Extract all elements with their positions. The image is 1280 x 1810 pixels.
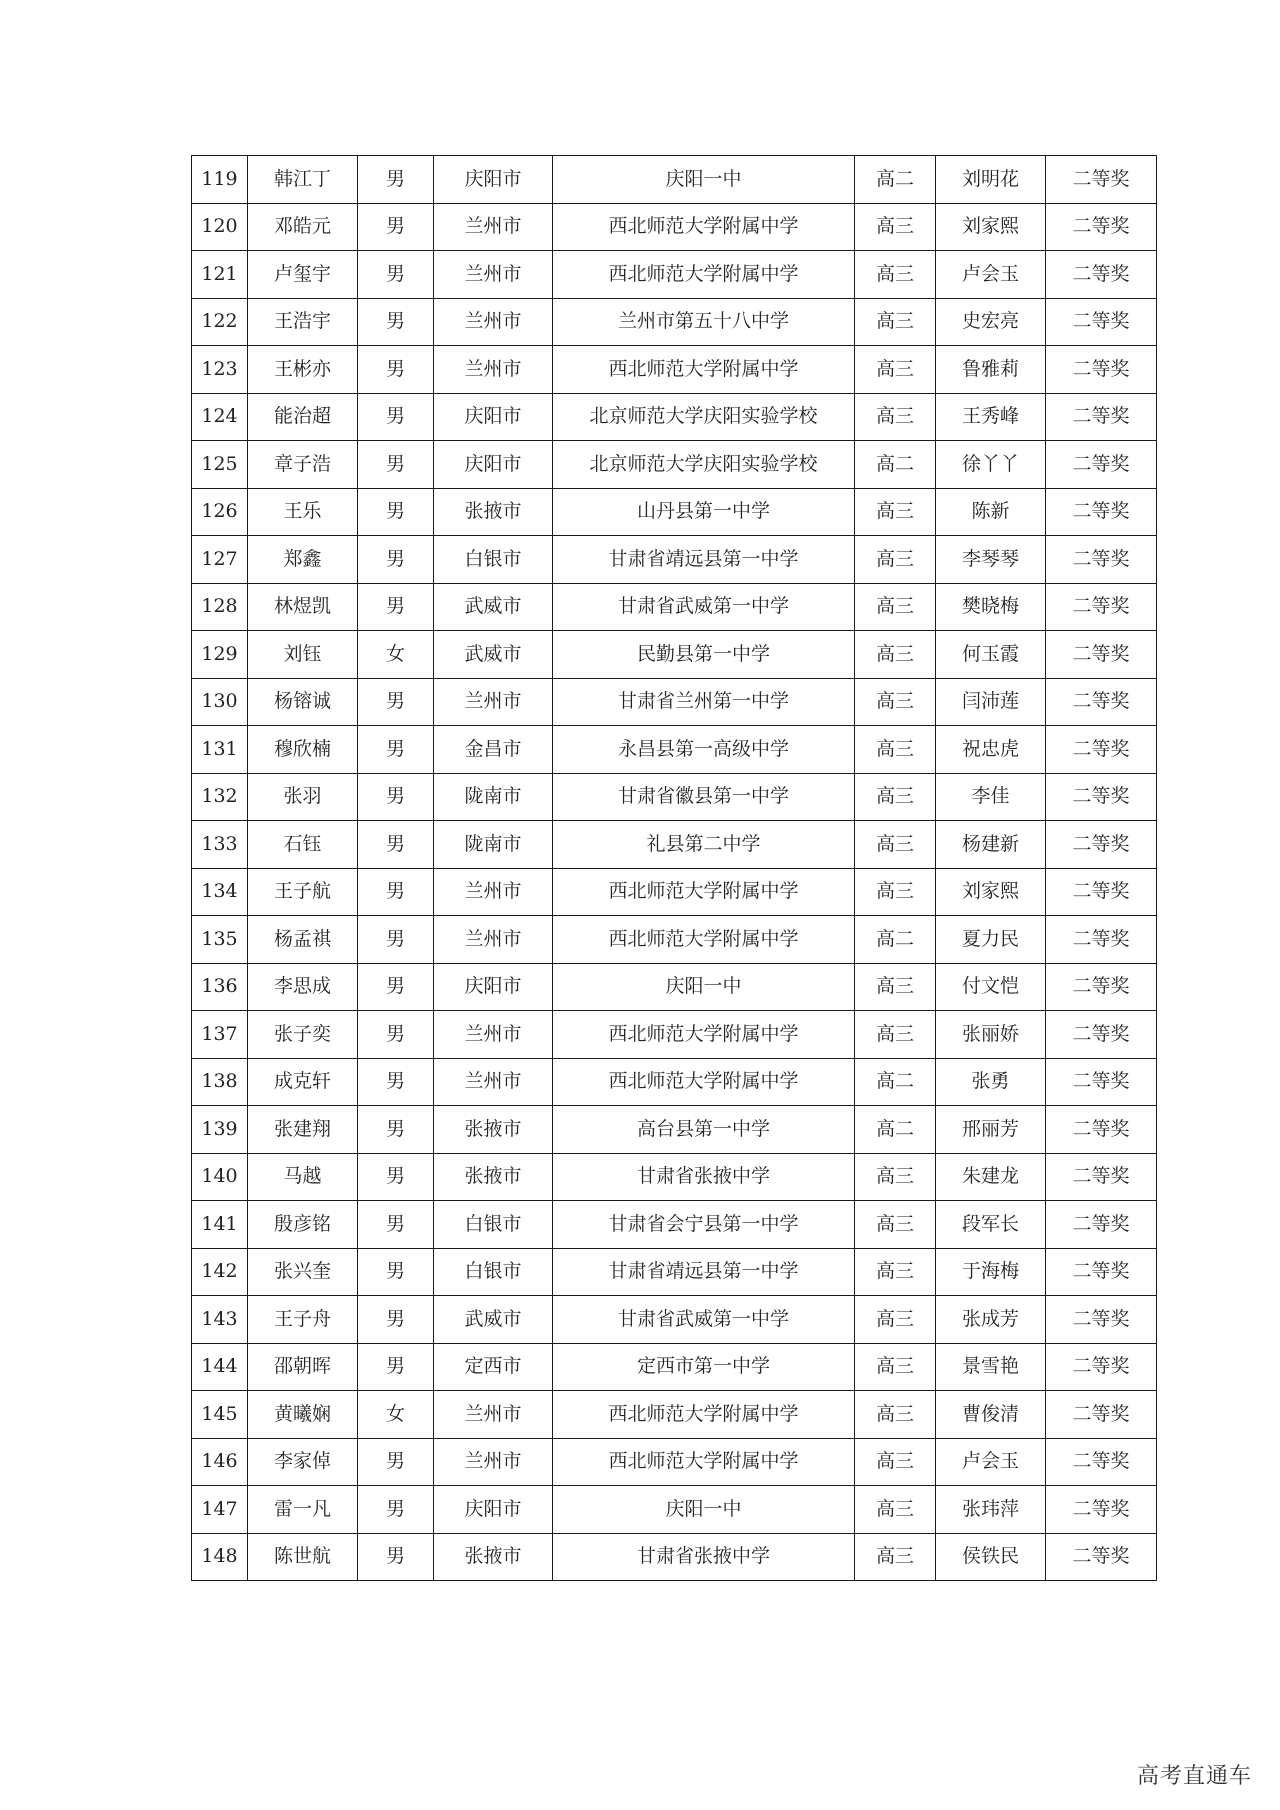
city-cell: 兰州市 [434, 868, 553, 916]
gender-cell: 男 [358, 726, 434, 774]
table-row [192, 631, 1157, 679]
student-name-cell: 王子舟 [248, 1296, 358, 1344]
city-cell: 庆阳市 [434, 1486, 553, 1534]
row-number-cell: 138 [192, 1058, 248, 1106]
award-level-cell: 二等奖 [1046, 251, 1157, 299]
teacher-name-cell: 刘家熙 [936, 203, 1046, 251]
row-number-cell: 137 [192, 1011, 248, 1059]
city-cell: 张掖市 [434, 1153, 553, 1201]
award-level-cell: 二等奖 [1046, 1153, 1157, 1201]
teacher-name-cell: 王秀峰 [936, 393, 1046, 441]
award-level-cell: 二等奖 [1046, 1106, 1157, 1154]
school-name-cell: 甘肃省张掖中学 [553, 1153, 855, 1201]
award-level-cell: 二等奖 [1046, 916, 1157, 964]
school-name-cell: 庆阳一中 [553, 963, 855, 1011]
row-number-cell: 131 [192, 726, 248, 774]
gender-cell: 男 [358, 1153, 434, 1201]
teacher-name-cell: 徐丫丫 [936, 441, 1046, 489]
row-number-cell: 128 [192, 583, 248, 631]
row-number-cell: 144 [192, 1343, 248, 1391]
city-cell: 兰州市 [434, 678, 553, 726]
school-name-cell: 庆阳一中 [553, 1486, 855, 1534]
table-row [192, 1106, 1157, 1154]
teacher-name-cell: 闫沛莲 [936, 678, 1046, 726]
grade-cell: 高二 [855, 441, 936, 489]
school-name-cell: 西北师范大学附属中学 [553, 1058, 855, 1106]
teacher-name-cell: 李琴琴 [936, 536, 1046, 584]
grade-cell: 高三 [855, 631, 936, 679]
table-row [192, 203, 1157, 251]
award-level-cell: 二等奖 [1046, 1343, 1157, 1391]
row-number-cell: 120 [192, 203, 248, 251]
grade-cell: 高三 [855, 393, 936, 441]
table-row [192, 156, 1157, 204]
award-level-cell: 二等奖 [1046, 1201, 1157, 1249]
row-number-cell: 129 [192, 631, 248, 679]
student-name-cell: 黄曦娴 [248, 1391, 358, 1439]
award-level-cell: 二等奖 [1046, 203, 1157, 251]
award-level-cell: 二等奖 [1046, 583, 1157, 631]
gender-cell: 男 [358, 1486, 434, 1534]
award-level-cell: 二等奖 [1046, 346, 1157, 394]
grade-cell: 高三 [855, 678, 936, 726]
gender-cell: 男 [358, 1106, 434, 1154]
city-cell: 张掖市 [434, 488, 553, 536]
award-level-cell: 二等奖 [1046, 393, 1157, 441]
school-name-cell: 西北师范大学附属中学 [553, 868, 855, 916]
school-name-cell: 甘肃省徽县第一中学 [553, 773, 855, 821]
teacher-name-cell: 李佳 [936, 773, 1046, 821]
student-name-cell: 杨孟祺 [248, 916, 358, 964]
student-name-cell: 刘钰 [248, 631, 358, 679]
grade-cell: 高三 [855, 1201, 936, 1249]
gender-cell: 男 [358, 773, 434, 821]
award-level-cell: 二等奖 [1046, 868, 1157, 916]
student-name-cell: 杨镕诚 [248, 678, 358, 726]
city-cell: 兰州市 [434, 251, 553, 299]
teacher-name-cell: 夏力民 [936, 916, 1046, 964]
teacher-name-cell: 朱建龙 [936, 1153, 1046, 1201]
table-row [192, 1296, 1157, 1344]
grade-cell: 高三 [855, 1011, 936, 1059]
gender-cell: 男 [358, 441, 434, 489]
table-row [192, 916, 1157, 964]
teacher-name-cell: 陈新 [936, 488, 1046, 536]
table-row [192, 678, 1157, 726]
award-level-cell: 二等奖 [1046, 1391, 1157, 1439]
grade-cell: 高二 [855, 916, 936, 964]
city-cell: 张掖市 [434, 1106, 553, 1154]
grade-cell: 高三 [855, 1486, 936, 1534]
gender-cell: 男 [358, 1533, 434, 1581]
row-number-cell: 130 [192, 678, 248, 726]
grade-cell: 高三 [855, 346, 936, 394]
table-row [192, 868, 1157, 916]
award-level-cell: 二等奖 [1046, 726, 1157, 774]
teacher-name-cell: 于海梅 [936, 1248, 1046, 1296]
school-name-cell: 西北师范大学附属中学 [553, 251, 855, 299]
table-row [192, 1533, 1157, 1581]
row-number-cell: 123 [192, 346, 248, 394]
student-name-cell: 卢玺宇 [248, 251, 358, 299]
teacher-name-cell: 史宏亮 [936, 298, 1046, 346]
gender-cell: 男 [358, 1343, 434, 1391]
teacher-name-cell: 何玉霞 [936, 631, 1046, 679]
row-number-cell: 135 [192, 916, 248, 964]
table-row [192, 298, 1157, 346]
student-name-cell: 雷一凡 [248, 1486, 358, 1534]
row-number-cell: 134 [192, 868, 248, 916]
table-row [192, 1438, 1157, 1486]
city-cell: 兰州市 [434, 1391, 553, 1439]
teacher-name-cell: 张丽娇 [936, 1011, 1046, 1059]
table-row [192, 1248, 1157, 1296]
school-name-cell: 甘肃省靖远县第一中学 [553, 536, 855, 584]
teacher-name-cell: 祝忠虎 [936, 726, 1046, 774]
gender-cell: 男 [358, 916, 434, 964]
school-name-cell: 北京师范大学庆阳实验学校 [553, 393, 855, 441]
city-cell: 白银市 [434, 536, 553, 584]
award-level-cell: 二等奖 [1046, 1248, 1157, 1296]
teacher-name-cell: 张勇 [936, 1058, 1046, 1106]
grade-cell: 高二 [855, 1058, 936, 1106]
city-cell: 白银市 [434, 1201, 553, 1249]
row-number-cell: 139 [192, 1106, 248, 1154]
gender-cell: 男 [358, 346, 434, 394]
school-name-cell: 民勤县第一中学 [553, 631, 855, 679]
school-name-cell: 西北师范大学附属中学 [553, 346, 855, 394]
award-level-cell: 二等奖 [1046, 1533, 1157, 1581]
award-level-cell: 二等奖 [1046, 441, 1157, 489]
student-name-cell: 邵朝晖 [248, 1343, 358, 1391]
grade-cell: 高三 [855, 1343, 936, 1391]
gender-cell: 男 [358, 1201, 434, 1249]
student-name-cell: 张羽 [248, 773, 358, 821]
school-name-cell: 甘肃省会宁县第一中学 [553, 1201, 855, 1249]
school-name-cell: 甘肃省靖远县第一中学 [553, 1248, 855, 1296]
row-number-cell: 121 [192, 251, 248, 299]
teacher-name-cell: 杨建新 [936, 821, 1046, 869]
table-row [192, 536, 1157, 584]
student-name-cell: 林煜凯 [248, 583, 358, 631]
city-cell: 兰州市 [434, 346, 553, 394]
school-name-cell: 西北师范大学附属中学 [553, 916, 855, 964]
school-name-cell: 甘肃省武威第一中学 [553, 583, 855, 631]
student-name-cell: 韩江丁 [248, 156, 358, 204]
row-number-cell: 143 [192, 1296, 248, 1344]
gender-cell: 男 [358, 583, 434, 631]
gender-cell: 男 [358, 868, 434, 916]
table-row [192, 1058, 1157, 1106]
table-row [192, 1391, 1157, 1439]
student-name-cell: 章子浩 [248, 441, 358, 489]
gender-cell: 男 [358, 1058, 434, 1106]
teacher-name-cell: 曹俊清 [936, 1391, 1046, 1439]
table-row [192, 393, 1157, 441]
teacher-name-cell: 景雪艳 [936, 1343, 1046, 1391]
table-row [192, 1153, 1157, 1201]
row-number-cell: 142 [192, 1248, 248, 1296]
watermark-text: 高考直通车 [1136, 1764, 1252, 1789]
student-name-cell: 王彬亦 [248, 346, 358, 394]
city-cell: 兰州市 [434, 1011, 553, 1059]
school-name-cell: 西北师范大学附属中学 [553, 203, 855, 251]
teacher-name-cell: 刘明花 [936, 156, 1046, 204]
school-name-cell: 西北师范大学附属中学 [553, 1011, 855, 1059]
student-name-cell: 王浩宇 [248, 298, 358, 346]
teacher-name-cell: 刘家熙 [936, 868, 1046, 916]
student-name-cell: 陈世航 [248, 1533, 358, 1581]
row-number-cell: 136 [192, 963, 248, 1011]
row-number-cell: 145 [192, 1391, 248, 1439]
award-level-cell: 二等奖 [1046, 298, 1157, 346]
gender-cell: 男 [358, 298, 434, 346]
award-level-cell: 二等奖 [1046, 773, 1157, 821]
school-name-cell: 西北师范大学附属中学 [553, 1438, 855, 1486]
school-name-cell: 甘肃省张掖中学 [553, 1533, 855, 1581]
student-name-cell: 石钰 [248, 821, 358, 869]
school-name-cell: 礼县第二中学 [553, 821, 855, 869]
table-row [192, 773, 1157, 821]
award-level-cell: 二等奖 [1046, 1438, 1157, 1486]
gender-cell: 男 [358, 1011, 434, 1059]
gender-cell: 男 [358, 156, 434, 204]
city-cell: 兰州市 [434, 298, 553, 346]
grade-cell: 高三 [855, 868, 936, 916]
grade-cell: 高二 [855, 156, 936, 204]
row-number-cell: 132 [192, 773, 248, 821]
gender-cell: 男 [358, 678, 434, 726]
teacher-name-cell: 段军长 [936, 1201, 1046, 1249]
school-name-cell: 高台县第一中学 [553, 1106, 855, 1154]
student-name-cell: 张子奕 [248, 1011, 358, 1059]
row-number-cell: 133 [192, 821, 248, 869]
gender-cell: 男 [358, 821, 434, 869]
table-row [192, 1011, 1157, 1059]
award-level-cell: 二等奖 [1046, 536, 1157, 584]
gender-cell: 女 [358, 1391, 434, 1439]
gender-cell: 男 [358, 203, 434, 251]
teacher-name-cell: 侯铁民 [936, 1533, 1046, 1581]
city-cell: 张掖市 [434, 1533, 553, 1581]
grade-cell: 高二 [855, 1106, 936, 1154]
grade-cell: 高三 [855, 1391, 936, 1439]
gender-cell: 男 [358, 488, 434, 536]
student-name-cell: 张建翔 [248, 1106, 358, 1154]
student-name-cell: 王子航 [248, 868, 358, 916]
student-name-cell: 成克轩 [248, 1058, 358, 1106]
award-level-cell: 二等奖 [1046, 1296, 1157, 1344]
city-cell: 武威市 [434, 631, 553, 679]
school-name-cell: 庆阳一中 [553, 156, 855, 204]
table-row [192, 1343, 1157, 1391]
award-level-cell: 二等奖 [1046, 1486, 1157, 1534]
award-table-body [192, 156, 1157, 1581]
row-number-cell: 141 [192, 1201, 248, 1249]
city-cell: 陇南市 [434, 821, 553, 869]
grade-cell: 高三 [855, 821, 936, 869]
city-cell: 白银市 [434, 1248, 553, 1296]
award-level-cell: 二等奖 [1046, 963, 1157, 1011]
table-row [192, 963, 1157, 1011]
student-name-cell: 能治超 [248, 393, 358, 441]
grade-cell: 高三 [855, 251, 936, 299]
student-name-cell: 郑鑫 [248, 536, 358, 584]
grade-cell: 高三 [855, 1248, 936, 1296]
city-cell: 庆阳市 [434, 441, 553, 489]
row-number-cell: 140 [192, 1153, 248, 1201]
city-cell: 兰州市 [434, 1438, 553, 1486]
student-name-cell: 张兴奎 [248, 1248, 358, 1296]
row-number-cell: 122 [192, 298, 248, 346]
table-row [192, 583, 1157, 631]
table-row [192, 821, 1157, 869]
city-cell: 兰州市 [434, 916, 553, 964]
grade-cell: 高三 [855, 536, 936, 584]
grade-cell: 高三 [855, 963, 936, 1011]
city-cell: 陇南市 [434, 773, 553, 821]
school-name-cell: 定西市第一中学 [553, 1343, 855, 1391]
school-name-cell: 永昌县第一高级中学 [553, 726, 855, 774]
row-number-cell: 125 [192, 441, 248, 489]
grade-cell: 高三 [855, 203, 936, 251]
student-name-cell: 马越 [248, 1153, 358, 1201]
table-row [192, 346, 1157, 394]
teacher-name-cell: 鲁雅莉 [936, 346, 1046, 394]
award-level-cell: 二等奖 [1046, 678, 1157, 726]
row-number-cell: 124 [192, 393, 248, 441]
student-name-cell: 殷彦铭 [248, 1201, 358, 1249]
student-name-cell: 王乐 [248, 488, 358, 536]
student-name-cell: 李思成 [248, 963, 358, 1011]
award-level-cell: 二等奖 [1046, 488, 1157, 536]
table-row [192, 488, 1157, 536]
city-cell: 武威市 [434, 583, 553, 631]
table-row [192, 1201, 1157, 1249]
city-cell: 兰州市 [434, 1058, 553, 1106]
city-cell: 武威市 [434, 1296, 553, 1344]
teacher-name-cell: 卢会玉 [936, 1438, 1046, 1486]
table-row [192, 726, 1157, 774]
table-row [192, 1486, 1157, 1534]
city-cell: 金昌市 [434, 726, 553, 774]
grade-cell: 高三 [855, 1438, 936, 1486]
grade-cell: 高三 [855, 583, 936, 631]
city-cell: 庆阳市 [434, 156, 553, 204]
grade-cell: 高三 [855, 488, 936, 536]
school-name-cell: 兰州市第五十八中学 [553, 298, 855, 346]
gender-cell: 男 [358, 1296, 434, 1344]
grade-cell: 高三 [855, 726, 936, 774]
city-cell: 兰州市 [434, 203, 553, 251]
teacher-name-cell: 张玮萍 [936, 1486, 1046, 1534]
row-number-cell: 119 [192, 156, 248, 204]
gender-cell: 男 [358, 536, 434, 584]
row-number-cell: 127 [192, 536, 248, 584]
school-name-cell: 甘肃省兰州第一中学 [553, 678, 855, 726]
school-name-cell: 甘肃省武威第一中学 [553, 1296, 855, 1344]
row-number-cell: 146 [192, 1438, 248, 1486]
city-cell: 定西市 [434, 1343, 553, 1391]
gender-cell: 男 [358, 1248, 434, 1296]
row-number-cell: 147 [192, 1486, 248, 1534]
gender-cell: 男 [358, 1438, 434, 1486]
row-number-cell: 148 [192, 1533, 248, 1581]
gender-cell: 男 [358, 963, 434, 1011]
award-level-cell: 二等奖 [1046, 821, 1157, 869]
city-cell: 庆阳市 [434, 393, 553, 441]
gender-cell: 女 [358, 631, 434, 679]
grade-cell: 高三 [855, 298, 936, 346]
student-name-cell: 李家倬 [248, 1438, 358, 1486]
grade-cell: 高三 [855, 1153, 936, 1201]
table-row [192, 251, 1157, 299]
award-level-cell: 二等奖 [1046, 1011, 1157, 1059]
award-level-cell: 二等奖 [1046, 156, 1157, 204]
gender-cell: 男 [358, 393, 434, 441]
school-name-cell: 山丹县第一中学 [553, 488, 855, 536]
city-cell: 庆阳市 [434, 963, 553, 1011]
gender-cell: 男 [358, 251, 434, 299]
school-name-cell: 西北师范大学附属中学 [553, 1391, 855, 1439]
student-name-cell: 邓皓元 [248, 203, 358, 251]
student-name-cell: 穆欣楠 [248, 726, 358, 774]
award-level-cell: 二等奖 [1046, 631, 1157, 679]
award-level-cell: 二等奖 [1046, 1058, 1157, 1106]
award-table [191, 155, 1157, 1581]
table-row [192, 441, 1157, 489]
grade-cell: 高三 [855, 1296, 936, 1344]
teacher-name-cell: 邢丽芳 [936, 1106, 1046, 1154]
teacher-name-cell: 卢会玉 [936, 251, 1046, 299]
teacher-name-cell: 樊晓梅 [936, 583, 1046, 631]
teacher-name-cell: 付文恺 [936, 963, 1046, 1011]
grade-cell: 高三 [855, 773, 936, 821]
row-number-cell: 126 [192, 488, 248, 536]
grade-cell: 高三 [855, 1533, 936, 1581]
teacher-name-cell: 张成芳 [936, 1296, 1046, 1344]
school-name-cell: 北京师范大学庆阳实验学校 [553, 441, 855, 489]
